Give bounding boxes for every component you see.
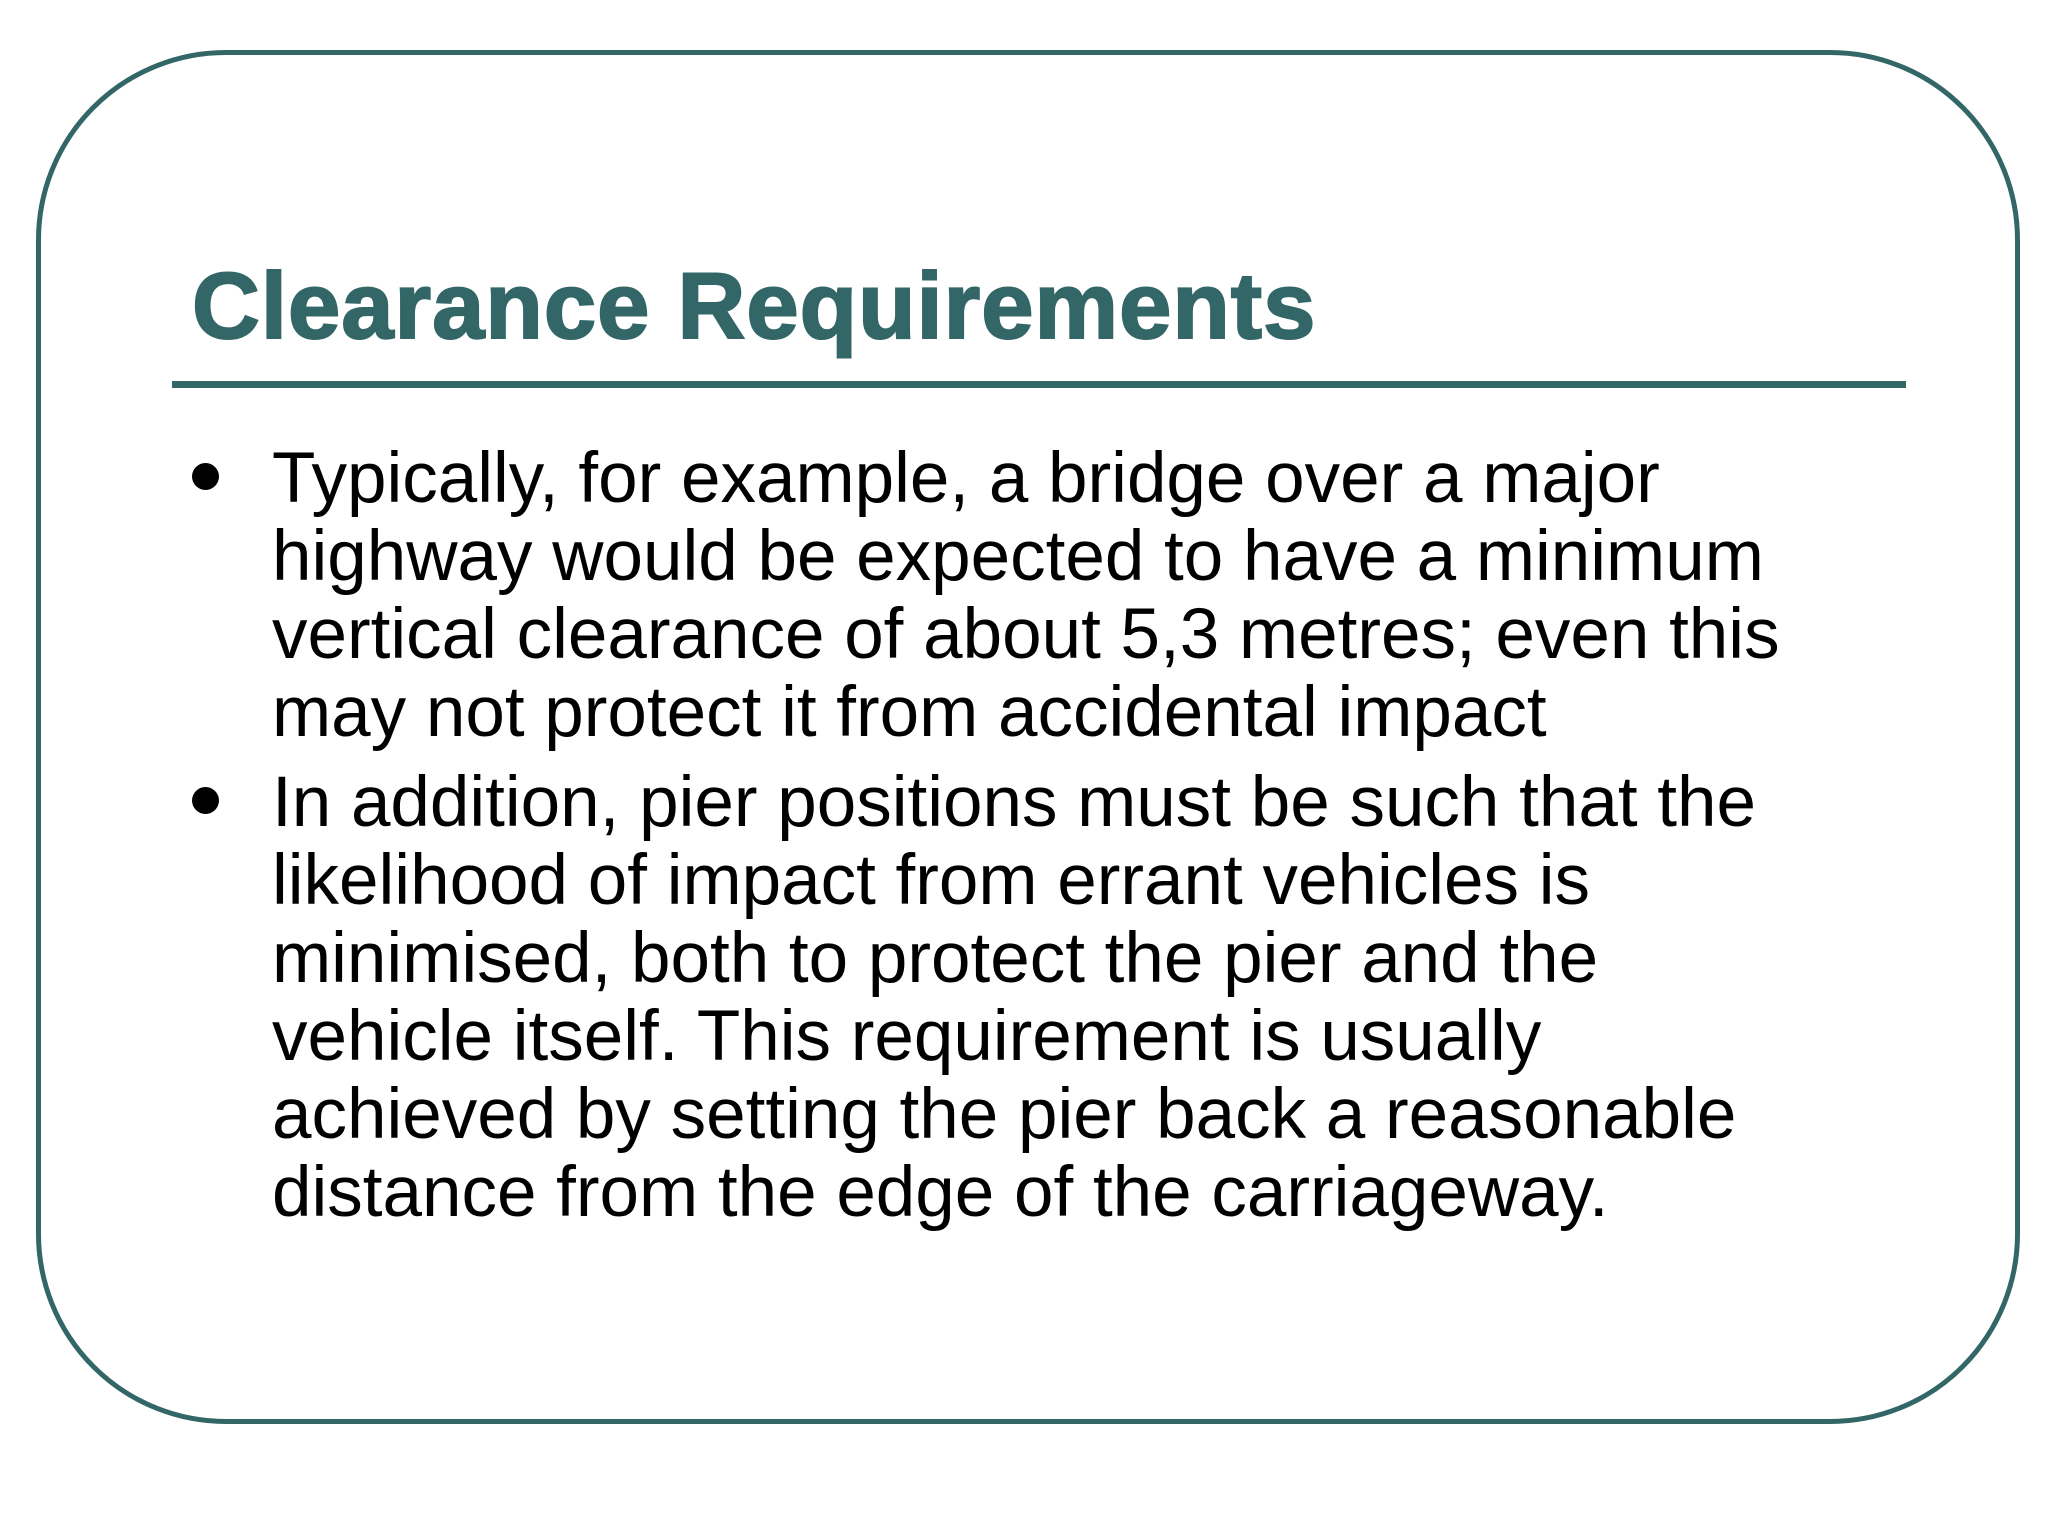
bullet-line: In addition, pier positions must be such that the xyxy=(272,763,1756,842)
title-divider xyxy=(172,381,1906,388)
bullet-line: distance from the edge of the carriageway. xyxy=(272,1153,1609,1232)
bullet-list xyxy=(190,440,1910,1244)
bullet-line: vertical clearance of about 5,3 metres; even this xyxy=(272,595,1780,674)
bullet-line: likelihood of impact from errant vehicles is xyxy=(272,841,1590,920)
bullet-dot-icon xyxy=(192,787,219,814)
bullet-line: highway would be expected to have a minimum xyxy=(272,517,1764,596)
bullet-line: may not protect it from accidental impact xyxy=(272,673,1547,752)
bullet-line: Typically, for example, a bridge over a major xyxy=(272,439,1660,518)
bullet-item-pier-positions xyxy=(190,764,1910,1232)
bullet-line: minimised, both to protect the pier and the xyxy=(272,919,1599,998)
bullet-item-clearance xyxy=(190,440,1910,752)
bullet-line: achieved by setting the pier back a reasonable xyxy=(272,1075,1737,1154)
slide-title: Clearance Requirements xyxy=(192,253,1317,358)
bullet-line: vehicle itself. This requirement is usually xyxy=(272,997,1542,1076)
bullet-dot-icon xyxy=(192,463,219,490)
